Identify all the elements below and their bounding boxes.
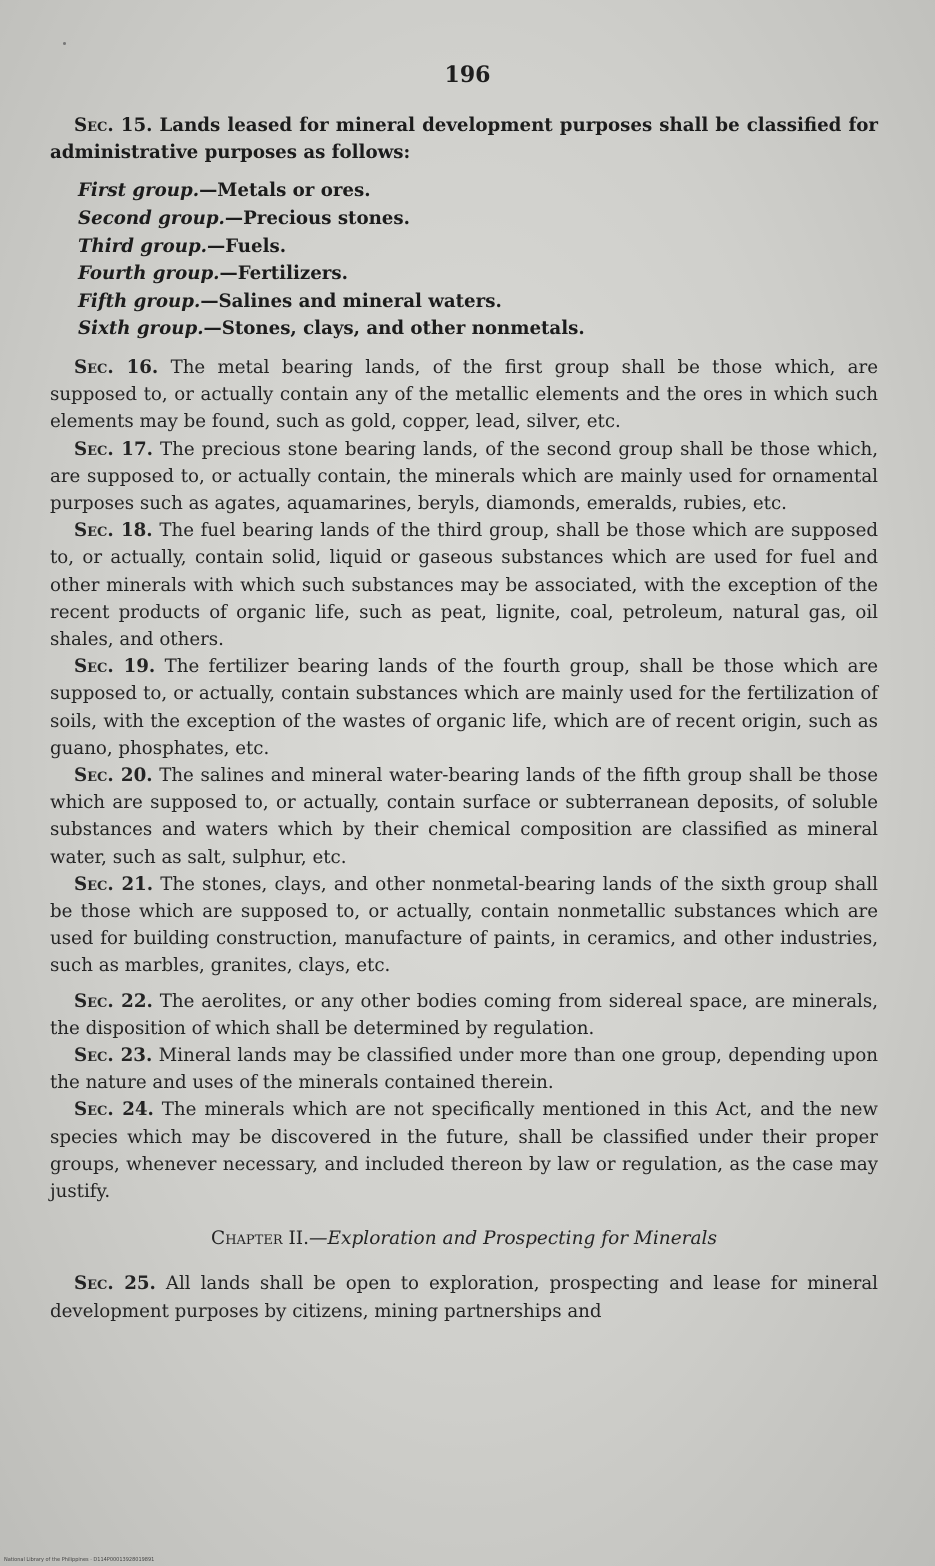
- section-text: The precious stone bearing lands, of the second group shall be those which, are supposed to, or actually contain, the minerals which are mainly used for ornamental purposes such as agates, aquamarines, beryls, diamonds, emeralds, rubies, etc.: [50, 438, 878, 514]
- group-item: [78, 315, 878, 343]
- section-text: Mineral lands may be classified under more than one group, depending upon the nature and uses of the minerals contained therein.: [50, 1045, 878, 1094]
- group-name: Sixth group.: [78, 318, 204, 340]
- section-18: [50, 517, 878, 653]
- section-text: The aerolites, or any other bodies coming from sidereal space, are minerals, the disposition of which shall be determined by regulation.: [50, 990, 878, 1039]
- section-label: Sec. 22.: [74, 990, 153, 1012]
- chapter-title: —Exploration and Prospecting for Minerals: [309, 1228, 717, 1250]
- section-20: [50, 762, 878, 871]
- section-15: [50, 112, 878, 166]
- group-text: —Fertilizers.: [219, 263, 348, 285]
- page-number: 196: [444, 62, 491, 88]
- group-list: [78, 177, 878, 343]
- group-item: [78, 260, 878, 288]
- section-label: Sec. 25.: [74, 1273, 156, 1295]
- group-text: —Salines and mineral waters.: [200, 290, 502, 312]
- spacer: [50, 980, 878, 988]
- group-item: [78, 177, 878, 205]
- group-name: Fourth group.: [78, 263, 220, 285]
- section-text: The salines and mineral water-bearing lands of the fifth group shall be those which are supposed to, or actually, contain surface or subterranean deposits, of soluble substances and waters which by their chemical composition are classified as mineral water, such as salt, sulphur, etc.: [50, 765, 878, 868]
- section-21: [50, 871, 878, 980]
- group-item: [78, 288, 878, 316]
- section-label: Sec. 15.: [74, 115, 153, 136]
- group-item: [78, 233, 878, 261]
- section-text: The minerals which are not specifically mentioned in this Act, and the new species which may be discovered in the future, shall be classified under their proper groups, whenever necessary, and included thereon by law or regulation, as the case may justify.: [50, 1099, 878, 1203]
- group-text: —Precious stones.: [224, 208, 410, 229]
- group-name: Third group.: [78, 235, 207, 257]
- group-text: —Stones, clays, and other nonmetals.: [203, 318, 585, 340]
- section-25: [50, 1270, 878, 1324]
- section-19: [50, 653, 878, 762]
- section-text: The fertilizer bearing lands of the fourth group, shall be those which are supposed to, or actually, contain substances which are mainly used for the fertilization of soils, with the exception of the wastes of organic life, which are of recent origin, such as guano, phosphates, etc.: [50, 656, 878, 759]
- section-label: Sec. 23.: [74, 1045, 153, 1067]
- section-24: [50, 1096, 878, 1205]
- chapter-heading: [50, 1225, 878, 1252]
- section-label: Sec. 24.: [74, 1099, 154, 1121]
- footer-caption: National Library of the Philippines · D114P00013928019891: [4, 1557, 155, 1563]
- group-name: Fifth group.: [78, 290, 201, 312]
- group-item: [78, 205, 878, 233]
- section-label: Sec. 18.: [74, 520, 153, 542]
- section-label: Sec. 21.: [74, 873, 154, 895]
- section-16: [50, 354, 878, 436]
- section-text: The fuel bearing lands of the third group, shall be those which are supposed to, or actually, contain solid, liquid or gaseous substances which are used for fuel and other minerals with which such substances may be associated, with the exception of the recent products of organic life, such as peat, lignite, coal, petroleum, natural gas, oil shales, and others.: [50, 520, 878, 650]
- section-label: Sec. 17.: [74, 438, 153, 460]
- section-17: [50, 436, 878, 518]
- chapter-label: Chapter II.: [211, 1228, 309, 1250]
- group-text: —Metals or ores.: [199, 180, 371, 202]
- section-label: Sec. 19.: [74, 656, 156, 678]
- section-label: Sec. 16.: [74, 356, 159, 378]
- section-text: Lands leased for mineral development purposes shall be classified for administrative purposes as follows:: [50, 115, 878, 164]
- group-text: —Fuels.: [207, 235, 287, 257]
- group-name: First group.: [78, 180, 200, 202]
- section-text: The metal bearing lands, of the first group shall be those which, are supposed to, or actually contain any of the metallic elements and the ores in which such elements may be found, such as gold, copper, lead, silver, etc.: [50, 356, 878, 433]
- section-label: Sec. 20.: [74, 765, 153, 787]
- document-body: [50, 112, 878, 1325]
- section-22: [50, 988, 878, 1042]
- section-23: [50, 1042, 878, 1096]
- section-text: The stones, clays, and other nonmetal-bearing lands of the sixth group shall be those which are supposed to, or actually, contain nonmetallic substances which are used for building construction, manufacture of paints, in ceramics, and other industries, such as marbles, granites, clays, etc.: [50, 873, 878, 977]
- group-name: Second group.: [78, 208, 225, 229]
- section-text: All lands shall be open to exploration, prospecting and lease for mineral development purposes by citizens, mining partnerships and: [50, 1273, 878, 1322]
- scan-speck: [63, 42, 66, 45]
